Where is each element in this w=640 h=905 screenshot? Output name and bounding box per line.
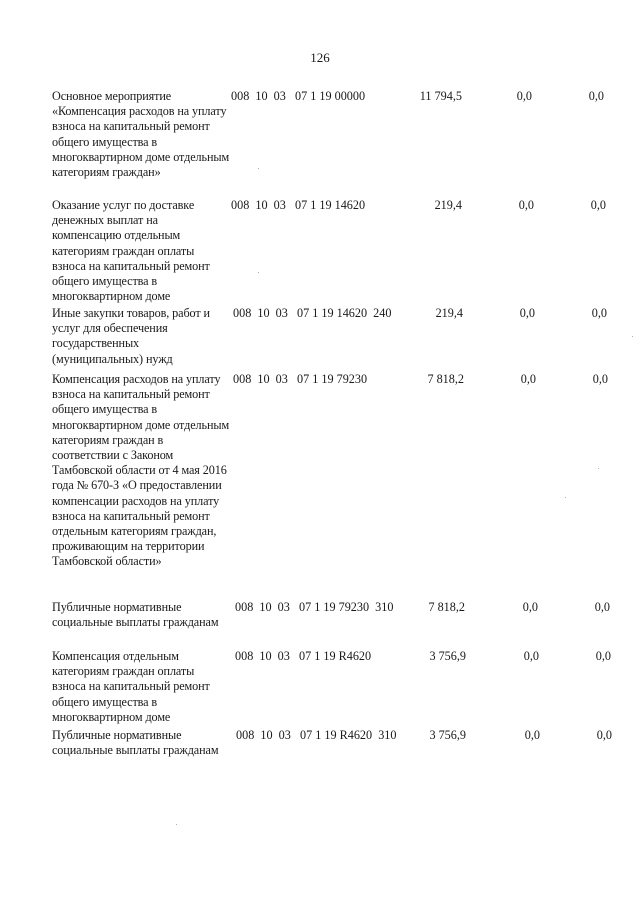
- row-value-2: 0,0: [519, 306, 535, 320]
- scan-speck: [632, 336, 633, 337]
- row-value-3: 0,0: [595, 649, 611, 663]
- row-name: Компенсация расходов на уплату взноса на капитальный ремонт общего имущества в многоквартирном доме отдельным категориям граждан в соответствии с Законом Тамбовской области от 4 мая 2016 года № 670-З «О предоставлении компенсации расходов на уплату взноса на капитальный ремонт отдельным категориям граждан, проживающим на территории Тамбовской области»: [52, 372, 230, 569]
- row-code: 008 10 03 07 1 19 79230: [233, 372, 368, 386]
- row-code: 008 10 03 07 1 19 R4620: [235, 649, 372, 663]
- row-code: 008 10 03 07 1 19 14620: [231, 198, 366, 212]
- row-value-1: 3 756,9: [429, 649, 466, 663]
- row-value-3: 0,0: [596, 728, 612, 742]
- scan-speck: [565, 497, 566, 498]
- row-value-2: 0,0: [523, 649, 539, 663]
- row-value-1: 11 794,5: [419, 89, 462, 103]
- scan-speck: [598, 468, 599, 469]
- row-name: Публичные нормативные социальные выплаты гражданам: [52, 600, 219, 630]
- row-value-3: 0,0: [590, 198, 606, 212]
- row-code: 008 10 03 07 1 19 00000: [231, 89, 366, 103]
- row-code: 008 10 03 07 1 19 14620 240: [233, 306, 392, 320]
- scan-speck: [176, 824, 177, 825]
- scan-speck: [258, 168, 259, 169]
- row-value-2: 0,0: [522, 600, 538, 614]
- row-value-3: 0,0: [594, 600, 610, 614]
- row-value-1: 7 818,2: [427, 372, 464, 386]
- row-value-1: 7 818,2: [428, 600, 465, 614]
- row-value-1: 3 756,9: [429, 728, 466, 742]
- page-number: 126: [310, 50, 330, 65]
- row-name: Основное мероприятие «Компенсация расходов на уплату взноса на капитальный ремонт общего имущества в многоквартирном доме отдельным категориям граждан»: [52, 89, 230, 180]
- row-code: 008 10 03 07 1 19 79230 310: [235, 600, 394, 614]
- row-name: Компенсация отдельным категориям граждан оплаты взноса на капитальный ремонт общего имущества в многоквартирном доме: [52, 649, 210, 724]
- row-value-2: 0,0: [518, 198, 534, 212]
- row-value-3: 0,0: [592, 372, 608, 386]
- row-value-3: 0,0: [591, 306, 607, 320]
- scan-speck: [258, 272, 259, 273]
- row-name: Иные закупки товаров, работ и услуг для обеспечения государственных (муниципальных) нужд: [52, 306, 210, 366]
- row-value-2: 0,0: [516, 89, 532, 103]
- row-value-1: 219,4: [435, 306, 463, 320]
- row-value-2: 0,0: [520, 372, 536, 386]
- row-name: Оказание услуг по доставке денежных выплат на компенсацию отдельным категориям граждан оплаты взноса на капитальный ремонт общего имущества в многоквартирном доме: [52, 198, 210, 304]
- row-value-2: 0,0: [524, 728, 540, 742]
- row-name: Публичные нормативные социальные выплаты гражданам: [52, 728, 219, 758]
- row-value-1: 219,4: [434, 198, 462, 212]
- row-value-3: 0,0: [588, 89, 604, 103]
- row-code: 008 10 03 07 1 19 R4620 310: [236, 728, 397, 742]
